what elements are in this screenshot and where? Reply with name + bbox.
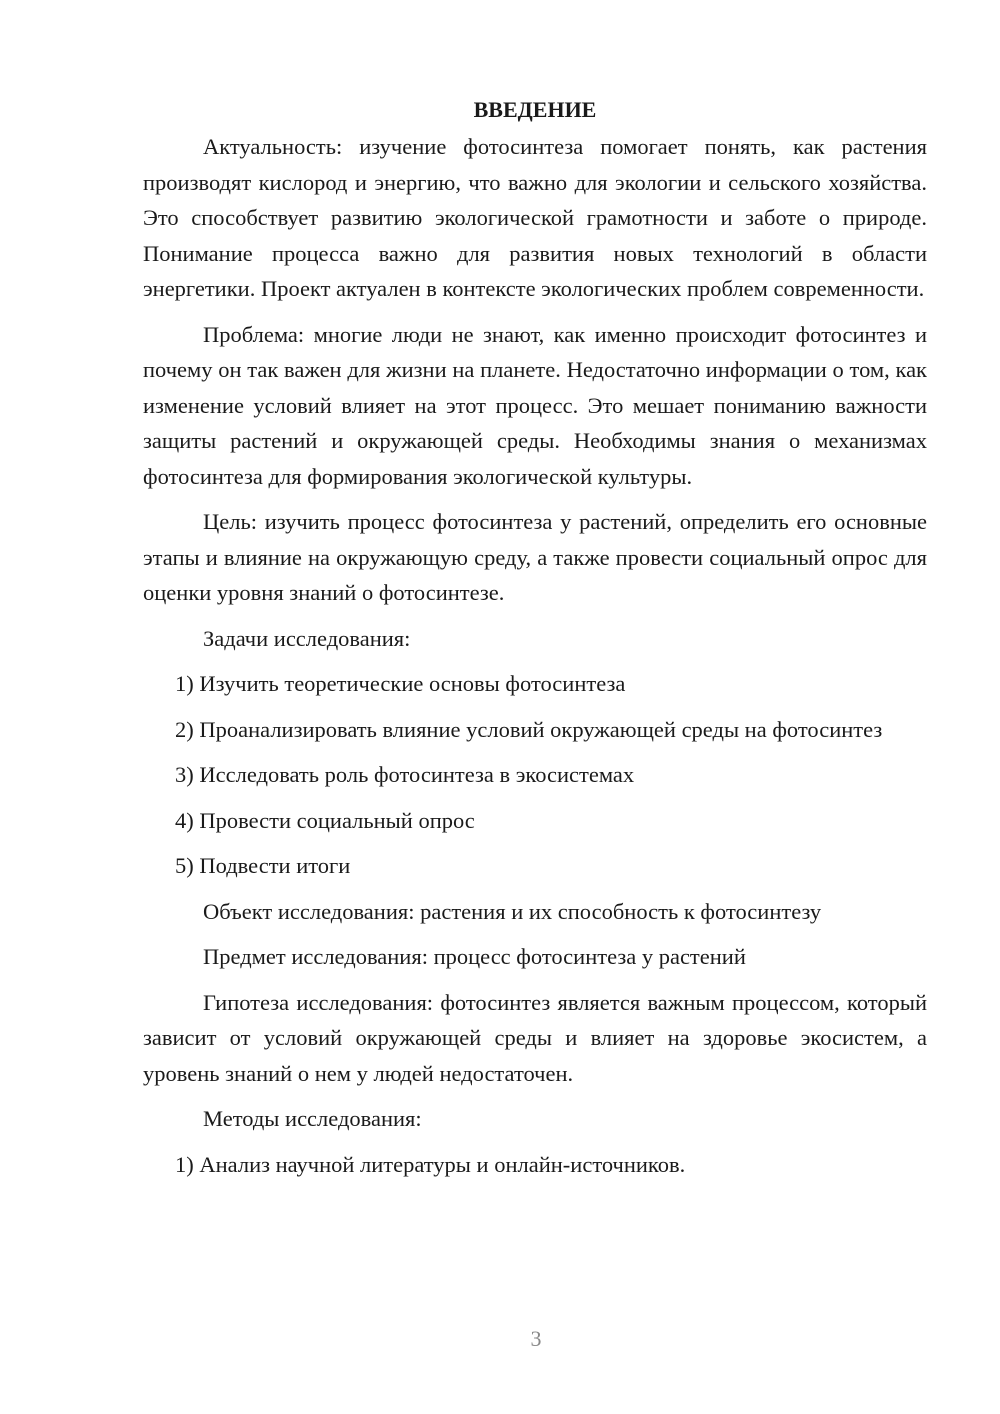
method-item: 1) Анализ научной литературы и онлайн-источников.	[175, 1151, 686, 1177]
goal-paragraph: Цель: изучить процесс фотосинтеза у растений, определить его основные этапы и влияние на окружающую среду, а также провести социальный опрос для оценки уровня знаний о фотосинтезе.	[143, 509, 927, 605]
problem-paragraph: Проблема: многие люди не знают, как именно происходит фотосинтез и почему он так важен для жизни на планете. Недостаточно информации о том, как изменение условий влияет на этот процесс. Это мешает пониманию важности защиты растений и окружающей среды. Необходимы знания о механизмах фотосинтеза для формирования экологической культуры.	[143, 321, 927, 489]
task-item: 2) Проанализировать влияние условий окружающей среды на фотосинтез	[175, 716, 883, 742]
methods-heading: Методы исследования:	[203, 1106, 422, 1131]
task-item: 5) Подвести итоги	[175, 853, 351, 878]
page-number: 3	[530, 1326, 542, 1351]
task-item: 3) Исследовать роль фотосинтеза в экосистемах	[175, 762, 635, 787]
object-line: Объект исследования: растения и их способность к фотосинтезу	[203, 898, 822, 924]
document-page	[143, 95, 927, 1192]
tasks-heading: Задачи исследования:	[203, 625, 411, 651]
document-title: ВВЕДЕНИЕ	[473, 97, 597, 122]
hypothesis-paragraph: Гипотеза исследования: фотосинтез является важным процессом, который зависит от условий окружающей среды и влияет на здоровье экосистем, а уровень знаний о нем у людей недостаточен.	[143, 989, 927, 1086]
task-item: 1) Изучить теоретические основы фотосинтеза	[175, 671, 626, 696]
relevance-paragraph: Актуальность: изучение фотосинтеза помогает понять, как растения производят кислород и энергию, что важно для экологии и сельского хозяйства. Это способствует развитию экологической грамотности и заботе о природе. Понимание процесса важно для развития новых технологий в области энергетики. Проект актуален в контексте экологических проблем современности.	[143, 134, 927, 301]
task-item: 4) Провести социальный опрос	[175, 807, 475, 833]
subject-line: Предмет исследования: процесс фотосинтеза у растений	[203, 944, 746, 969]
